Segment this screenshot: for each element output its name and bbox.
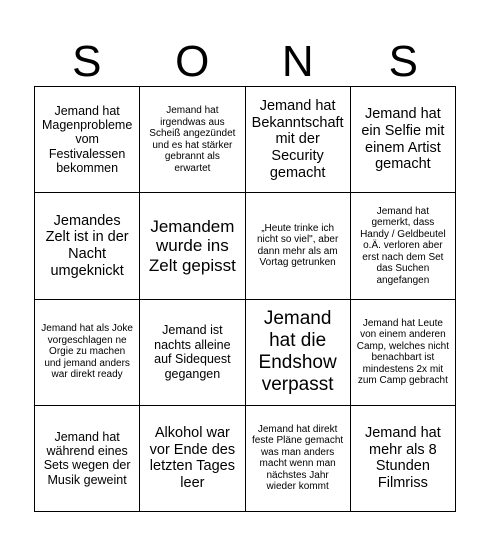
bingo-cell[interactable]: Jemand hat Leute von einem anderen Camp, welches nicht benachbart ist mindestens 2x mit zum Camp gebracht (351, 300, 456, 406)
bingo-cell[interactable]: Jemand hat die Endshow verpasst (246, 300, 351, 406)
bingo-cell[interactable]: Jemand hat während eines Sets wegen der Musik geweint (35, 406, 140, 512)
bingo-cell[interactable]: Alkohol war vor Ende des letzten Tages leer (140, 406, 245, 512)
header-letter-n: N (281, 37, 314, 86)
bingo-card (34, 86, 456, 512)
header-letter-o: O (175, 37, 210, 86)
bingo-cell[interactable]: „Heute trinke ich nicht so viel", aber dann mehr als am Vortag getrunken (246, 193, 351, 299)
header-letter-s2: S (388, 37, 418, 86)
bingo-cell[interactable]: Jemand hat Bekanntschaft mit der Security gemacht (246, 87, 351, 193)
bingo-cell[interactable]: Jemand hat ein Selfie mit einem Artist gemacht (351, 87, 456, 193)
bingo-cell[interactable]: Jemand hat als Joke vorgeschlagen ne Orgie zu machen und jemand anders war direkt ready (35, 300, 140, 406)
bingo-header (34, 38, 456, 86)
header-letter-s1: S (72, 37, 102, 86)
bingo-cell[interactable]: Jemand hat irgendwas aus Scheiß angezündet und es hat stärker gebrannt als erwartet (140, 87, 245, 193)
bingo-cell[interactable]: Jemand hat mehr als 8 Stunden Filmriss (351, 406, 456, 512)
bingo-cell[interactable]: Jemand hat gemerkt, dass Handy / Geldbeutel o.Ä. verloren aber erst nach dem Set das Suchen angefangen (351, 193, 456, 299)
bingo-cell[interactable]: Jemand hat Magenprobleme vom Festivalessen bekommen (35, 87, 140, 193)
bingo-cell[interactable]: Jemand hat direkt feste Pläne gemacht was man anders macht wenn man nächstes Jahr wieder kommt (246, 406, 351, 512)
bingo-cell[interactable]: Jemandem wurde ins Zelt gepisst (140, 193, 245, 299)
bingo-cell[interactable]: Jemandes Zelt ist in der Nacht umgeknickt (35, 193, 140, 299)
bingo-cell[interactable]: Jemand ist nachts alleine auf Sidequest gegangen (140, 300, 245, 406)
